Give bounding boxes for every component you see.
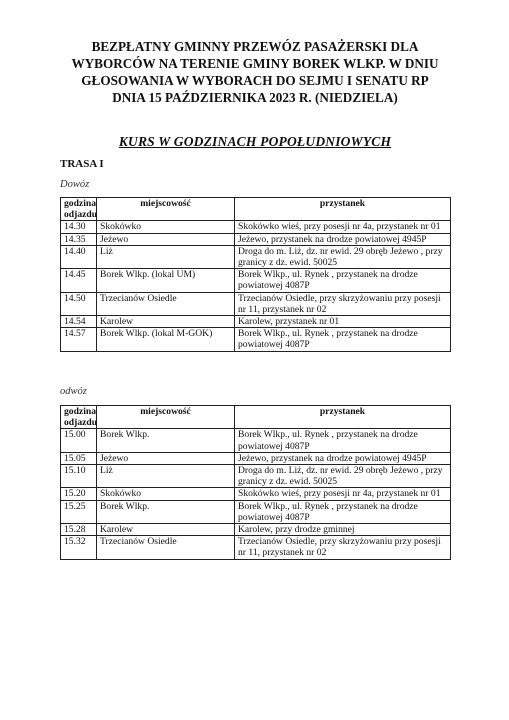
stop-cell: Borek Wlkp., ul. Rynek , przystanek na drodze powiatowej 4087P <box>235 500 451 523</box>
departure-time-cell: 14.54 <box>61 316 97 328</box>
stop-cell: Jeżewo, przystanek na drodze powiatowej 4945P <box>235 452 451 464</box>
title-line: WYBORCÓW NA TERENIE GMINY BOREK WLKP. W DNIU <box>71 56 439 71</box>
place-cell: Karolew <box>97 316 235 328</box>
stop-cell: Skokówko wieś, przy posesji nr 4a, przystanek nr 01 <box>235 221 451 233</box>
outbound-schedule-table <box>60 197 451 352</box>
table-row <box>61 536 451 559</box>
place-cell: Trzecianów Osiedle <box>97 536 235 559</box>
table-row <box>61 292 451 315</box>
table-row <box>61 452 451 464</box>
table-row <box>61 233 451 245</box>
table-row <box>61 245 451 268</box>
stop-cell: Droga do m. Liż, dz. nr ewid. 29 obręb Jeżewo , przy granicy z dz. ewid. 50025 <box>235 245 451 268</box>
departure-time-cell: 15.00 <box>61 429 97 452</box>
table-row <box>61 269 451 292</box>
table-row <box>61 524 451 536</box>
outbound-label: Dowóz <box>60 179 90 190</box>
return-schedule-table <box>60 405 451 560</box>
title-line: GŁOSOWANIA W WYBORACH DO SEJMU I SENATU RP <box>81 73 429 88</box>
stop-cell: Borek Wlkp., ul. Rynek , przystanek na drodze powiatowej 4087P <box>235 269 451 292</box>
table-row <box>61 221 451 233</box>
table-header-row <box>61 198 451 221</box>
header-time: godzina odjazdu <box>61 406 97 429</box>
departure-time-cell: 15.25 <box>61 500 97 523</box>
departure-time-cell: 14.40 <box>61 245 97 268</box>
table-header-row <box>61 406 451 429</box>
stop-cell: Trzecianów Osiedle, przy skrzyżowaniu przy posesji nr 11, przystanek nr 02 <box>235 536 451 559</box>
header-time: godzina odjazdu <box>61 198 97 221</box>
place-cell: Jeżewo <box>97 233 235 245</box>
departure-time-cell: 15.10 <box>61 465 97 488</box>
section-subtitle: KURS W GODZINACH POPOŁUDNIOWYCH <box>118 134 392 149</box>
departure-time-cell: 14.35 <box>61 233 97 245</box>
title-line: BEZPŁATNY GMINNY PRZEWÓZ PASAŻERSKI DLA <box>91 39 419 54</box>
departure-time-cell: 14.30 <box>61 221 97 233</box>
departure-time-cell: 15.28 <box>61 524 97 536</box>
departure-time-cell: 15.20 <box>61 488 97 500</box>
stop-cell: Droga do m. Liż, dz. nr ewid. 29 obręb Jeżewo , przy granicy z dz. ewid. 50025 <box>235 465 451 488</box>
table-row <box>61 429 451 452</box>
departure-time-cell: 14.45 <box>61 269 97 292</box>
stop-cell: Jeżewo, przystanek na drodze powiatowej 4945P <box>235 233 451 245</box>
outbound-rows <box>61 221 451 351</box>
stop-cell: Trzecianów Osiedle, przy skrzyżowaniu przy posesji nr 11, przystanek nr 02 <box>235 292 451 315</box>
header-stop: przystanek <box>235 406 451 429</box>
departure-time-cell: 15.32 <box>61 536 97 559</box>
table-row <box>61 465 451 488</box>
header-place: miejscowość <box>97 198 235 221</box>
header-place: miejscowość <box>97 406 235 429</box>
document-title <box>40 38 470 106</box>
stop-cell: Borek Wlkp., ul. Rynek , przystanek na drodze powiatowej 4087P <box>235 429 451 452</box>
departure-time-cell: 14.57 <box>61 328 97 351</box>
title-line: DNIA 15 PAŹDZIERNIKA 2023 R. (NIEDZIELA) <box>112 90 398 105</box>
return-rows <box>61 429 451 559</box>
place-cell: Borek Wlkp. (lokal M-GOK) <box>97 328 235 351</box>
table-row <box>61 488 451 500</box>
place-cell: Liż <box>97 465 235 488</box>
return-label: odwóz <box>60 386 87 397</box>
stop-cell: Karolew, przystanek nr 01 <box>235 316 451 328</box>
place-cell: Borek Wlkp. <box>97 500 235 523</box>
place-cell: Trzecianów Osiedle <box>97 292 235 315</box>
place-cell: Skokówko <box>97 221 235 233</box>
place-cell: Jeżewo <box>97 452 235 464</box>
departure-time-cell: 14.50 <box>61 292 97 315</box>
departure-time-cell: 15.05 <box>61 452 97 464</box>
table-row <box>61 316 451 328</box>
table-row <box>61 500 451 523</box>
place-cell: Skokówko <box>97 488 235 500</box>
header-stop: przystanek <box>235 198 451 221</box>
place-cell: Liż <box>97 245 235 268</box>
place-cell: Borek Wlkp. (lokal UM) <box>97 269 235 292</box>
place-cell: Karolew <box>97 524 235 536</box>
stop-cell: Skokówko wieś, przy posesji nr 4a, przystanek nr 01 <box>235 488 451 500</box>
stop-cell: Karolew, przy drodze gminnej <box>235 524 451 536</box>
route-heading: TRASA I <box>60 158 104 170</box>
table-row <box>61 328 451 351</box>
stop-cell: Borek Wlkp., ul. Rynek , przystanek na drodze powiatowej 4087P <box>235 328 451 351</box>
place-cell: Borek Wlkp. <box>97 429 235 452</box>
